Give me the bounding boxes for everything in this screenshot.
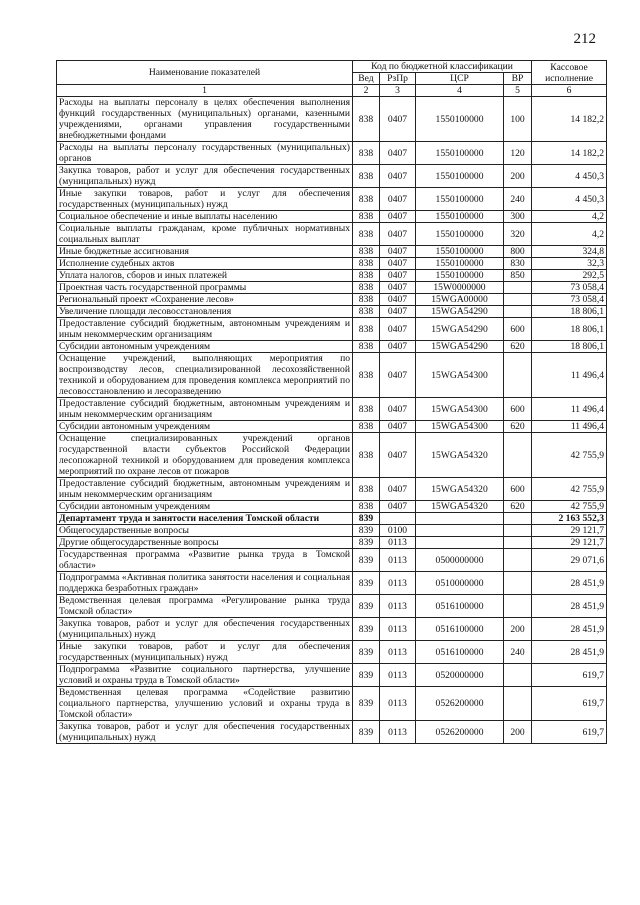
row-name: Предоставление субсидий бюджетным, автономным учреждениям и иным некоммерческим организациям: [57, 318, 353, 341]
row-amount: 11 496,4: [532, 421, 607, 433]
row-ved: 839: [353, 641, 380, 664]
row-ved: 838: [353, 282, 380, 294]
row-vr: [504, 294, 532, 306]
row-vr: 200: [504, 165, 532, 188]
row-rzpr: 0407: [380, 398, 416, 421]
table-row: [57, 572, 607, 595]
row-csr: 0516100000: [416, 595, 504, 618]
row-name: Оснащение специализированных учреждений органов государственной власти субъектов Российской Федерации лесопожарной техникой и оборудованием для проведения комплекса мероприятий по охране лесов от пожаров: [57, 433, 353, 478]
row-amount: 324,8: [532, 246, 607, 258]
row-ved: 839: [353, 687, 380, 721]
header-ved: Вед: [353, 73, 380, 85]
column-number: 1: [57, 85, 353, 97]
row-csr: 15WGA54290: [416, 306, 504, 318]
row-ved: 839: [353, 549, 380, 572]
row-name: Социальные выплаты гражданам, кроме публичных нормативных социальных выплат: [57, 223, 353, 246]
row-amount: 28 451,9: [532, 618, 607, 641]
header-csr: ЦСР: [416, 73, 504, 85]
row-vr: 830: [504, 258, 532, 270]
row-amount: 619,7: [532, 687, 607, 721]
row-vr: 120: [504, 142, 532, 165]
row-csr: [416, 525, 504, 537]
row-amount: 4,2: [532, 211, 607, 223]
row-amount: 292,5: [532, 270, 607, 282]
row-vr: 600: [504, 398, 532, 421]
row-csr: 1550100000: [416, 142, 504, 165]
row-vr: [504, 687, 532, 721]
row-ved: 839: [353, 537, 380, 549]
row-rzpr: 0407: [380, 282, 416, 294]
row-rzpr: 0113: [380, 537, 416, 549]
row-amount: 18 806,1: [532, 341, 607, 353]
header-name: Наименование показателей: [57, 61, 353, 85]
row-rzpr: 0113: [380, 618, 416, 641]
row-ved: 839: [353, 595, 380, 618]
row-csr: 15WGA54300: [416, 398, 504, 421]
row-ved: 838: [353, 341, 380, 353]
row-name: Увеличение площади лесовосстановления: [57, 306, 353, 318]
column-number: 2: [353, 85, 380, 97]
row-csr: 15WGA54290: [416, 341, 504, 353]
row-amount: 11 496,4: [532, 353, 607, 398]
row-name: Закупка товаров, работ и услуг для обеспечения государственных (муниципальных) нужд: [57, 721, 353, 744]
table-row: [57, 478, 607, 501]
row-csr: 1550100000: [416, 97, 504, 142]
row-csr: 1550100000: [416, 258, 504, 270]
row-ved: 838: [353, 398, 380, 421]
row-vr: 320: [504, 223, 532, 246]
row-ved: 838: [353, 294, 380, 306]
row-csr: 1550100000: [416, 246, 504, 258]
row-amount: 619,7: [532, 664, 607, 687]
row-csr: [416, 537, 504, 549]
row-amount: 4 450,3: [532, 188, 607, 211]
row-amount: 29 071,6: [532, 549, 607, 572]
row-amount: 619,7: [532, 721, 607, 744]
table-row: [57, 433, 607, 478]
row-csr: 15WGA54320: [416, 501, 504, 513]
row-rzpr: 0407: [380, 165, 416, 188]
table-row: [57, 270, 607, 282]
table-row: [57, 687, 607, 721]
row-vr: [504, 572, 532, 595]
row-ved: 838: [353, 188, 380, 211]
table-row: [57, 398, 607, 421]
row-vr: 620: [504, 421, 532, 433]
row-rzpr: 0407: [380, 211, 416, 223]
row-rzpr: 0407: [380, 478, 416, 501]
row-name: Субсидии автономным учреждениям: [57, 341, 353, 353]
table-row: [57, 306, 607, 318]
row-ved: 838: [353, 223, 380, 246]
row-name: Иные бюджетные ассигнования: [57, 246, 353, 258]
row-vr: 240: [504, 641, 532, 664]
row-vr: [504, 664, 532, 687]
row-amount: 29 121,7: [532, 525, 607, 537]
header-code-group: Код по бюджетной классификации: [353, 61, 532, 73]
row-vr: [504, 549, 532, 572]
table-row: [57, 97, 607, 142]
row-rzpr: 0407: [380, 270, 416, 282]
row-name: Подпрограмма «Активная политика занятости населения и социальная поддержка безработных граждан»: [57, 572, 353, 595]
row-vr: 620: [504, 501, 532, 513]
table-body: [57, 97, 607, 744]
row-csr: 15W0000000: [416, 282, 504, 294]
row-ved: 839: [353, 572, 380, 595]
row-vr: 200: [504, 721, 532, 744]
row-amount: 29 121,7: [532, 537, 607, 549]
row-ved: 838: [353, 246, 380, 258]
table-row: [57, 142, 607, 165]
row-rzpr: 0407: [380, 246, 416, 258]
row-amount: 73 058,4: [532, 282, 607, 294]
row-name: Закупка товаров, работ и услуг для обеспечения государственных (муниципальных) нужд: [57, 165, 353, 188]
table-row: [57, 641, 607, 664]
row-ved: 838: [353, 258, 380, 270]
row-ved: 839: [353, 664, 380, 687]
row-vr: 620: [504, 341, 532, 353]
row-name: Предоставление субсидий бюджетным, автономным учреждениям и иным некоммерческим организациям: [57, 478, 353, 501]
row-ved: 838: [353, 501, 380, 513]
table-row: [57, 595, 607, 618]
row-ved: 838: [353, 97, 380, 142]
column-number: 6: [532, 85, 607, 97]
row-name: Другие общегосударственные вопросы: [57, 537, 353, 549]
table-row: [57, 525, 607, 537]
header-amount: Кассовое исполнение: [532, 61, 607, 85]
table-row: [57, 664, 607, 687]
row-rzpr: 0407: [380, 306, 416, 318]
row-csr: 0510000000: [416, 572, 504, 595]
row-ved: 838: [353, 142, 380, 165]
row-name: Иные закупки товаров, работ и услуг для обеспечения государственных (муниципальных) нужд: [57, 188, 353, 211]
table-row: [57, 318, 607, 341]
row-amount: 4,2: [532, 223, 607, 246]
row-csr: 15WGA00000: [416, 294, 504, 306]
row-csr: 0520000000: [416, 664, 504, 687]
row-name: Общегосударственные вопросы: [57, 525, 353, 537]
header-rzpr: РзПр: [380, 73, 416, 85]
row-vr: [504, 513, 532, 525]
table-row: [57, 294, 607, 306]
table-row: [57, 618, 607, 641]
row-rzpr: 0113: [380, 549, 416, 572]
row-amount: 14 182,2: [532, 97, 607, 142]
row-rzpr: 0407: [380, 501, 416, 513]
row-ved: 838: [353, 421, 380, 433]
row-ved: 839: [353, 721, 380, 744]
row-vr: 300: [504, 211, 532, 223]
row-ved: 838: [353, 478, 380, 501]
row-ved: 838: [353, 306, 380, 318]
row-amount: 2 163 552,3: [532, 513, 607, 525]
table-row: [57, 513, 607, 525]
table-row: [57, 246, 607, 258]
row-name: Ведомственная целевая программа «Содействие развитию социального партнерства, улучшению условий и охраны труда в Томской области»: [57, 687, 353, 721]
row-name: Региональный проект «Сохранение лесов»: [57, 294, 353, 306]
row-rzpr: 0113: [380, 721, 416, 744]
row-vr: 800: [504, 246, 532, 258]
row-csr: 15WGA54300: [416, 353, 504, 398]
row-csr: 1550100000: [416, 211, 504, 223]
column-number: 5: [504, 85, 532, 97]
row-amount: 4 450,3: [532, 165, 607, 188]
table-row: [57, 165, 607, 188]
table-row: [57, 549, 607, 572]
table-row: [57, 211, 607, 223]
row-csr: 15WGA54320: [416, 478, 504, 501]
row-name: Проектная часть государственной программы: [57, 282, 353, 294]
row-name: Уплата налогов, сборов и иных платежей: [57, 270, 353, 282]
row-csr: 15WGA54300: [416, 421, 504, 433]
row-name: Предоставление субсидий бюджетным, автономным учреждениям и иным некоммерческим организациям: [57, 398, 353, 421]
row-rzpr: 0113: [380, 687, 416, 721]
row-rzpr: 0407: [380, 421, 416, 433]
row-vr: 240: [504, 188, 532, 211]
row-rzpr: 0100: [380, 525, 416, 537]
row-ved: 839: [353, 513, 380, 525]
row-amount: 28 451,9: [532, 641, 607, 664]
row-vr: 600: [504, 318, 532, 341]
row-name: Иные закупки товаров, работ и услуг для обеспечения государственных (муниципальных) нужд: [57, 641, 353, 664]
row-amount: 73 058,4: [532, 294, 607, 306]
row-amount: 28 451,9: [532, 572, 607, 595]
row-name: Оснащение учреждений, выполняющих мероприятия по воспроизводству лесов, специализированной лесохозяйственной техникой и оборудованием для проведения комплекса мероприятий по лесовосстановлению и лесоразведению: [57, 353, 353, 398]
row-vr: [504, 433, 532, 478]
row-csr: 0516100000: [416, 618, 504, 641]
row-csr: 1550100000: [416, 188, 504, 211]
row-amount: 32,3: [532, 258, 607, 270]
row-name: Субсидии автономным учреждениям: [57, 501, 353, 513]
row-name: Субсидии автономным учреждениям: [57, 421, 353, 433]
row-rzpr: 0407: [380, 318, 416, 341]
budget-execution-table: [56, 60, 607, 744]
row-vr: [504, 595, 532, 618]
row-csr: 0516100000: [416, 641, 504, 664]
row-rzpr: 0113: [380, 641, 416, 664]
row-rzpr: [380, 513, 416, 525]
table-row: [57, 501, 607, 513]
row-vr: 100: [504, 97, 532, 142]
row-amount: 28 451,9: [532, 595, 607, 618]
row-amount: 42 755,9: [532, 478, 607, 501]
row-vr: 850: [504, 270, 532, 282]
row-rzpr: 0113: [380, 595, 416, 618]
row-rzpr: 0407: [380, 258, 416, 270]
row-name: Департамент труда и занятости населения Томской области: [57, 513, 353, 525]
row-name: Подпрограмма «Развитие социального партнерства, улучшение условий и охраны труда в Томской области»: [57, 664, 353, 687]
row-rzpr: 0407: [380, 223, 416, 246]
row-name: Социальное обеспечение и иные выплаты населению: [57, 211, 353, 223]
column-number: 3: [380, 85, 416, 97]
row-vr: [504, 353, 532, 398]
row-csr: 1550100000: [416, 223, 504, 246]
page-number: 212: [573, 31, 596, 47]
row-ved: 838: [353, 165, 380, 188]
header-column-numbers: [57, 85, 607, 97]
row-amount: 18 806,1: [532, 318, 607, 341]
row-rzpr: 0113: [380, 572, 416, 595]
table-row: [57, 282, 607, 294]
row-csr: 15WGA54320: [416, 433, 504, 478]
row-rzpr: 0407: [380, 188, 416, 211]
table-row: [57, 341, 607, 353]
row-vr: [504, 537, 532, 549]
row-amount: 14 182,2: [532, 142, 607, 165]
table-row: [57, 721, 607, 744]
row-ved: 838: [353, 270, 380, 282]
row-name: Расходы на выплаты персоналу государственных (муниципальных) органов: [57, 142, 353, 165]
row-ved: 839: [353, 525, 380, 537]
row-rzpr: 0407: [380, 294, 416, 306]
table-row: [57, 223, 607, 246]
row-rzpr: 0113: [380, 664, 416, 687]
row-name: Расходы на выплаты персоналу в целях обеспечения выполнения функций государственных (муниципальных) органами, казенными учреждениями, органами управления государственными внебюджетными фондами: [57, 97, 353, 142]
row-ved: 838: [353, 318, 380, 341]
table-row: [57, 353, 607, 398]
row-vr: [504, 282, 532, 294]
row-vr: [504, 306, 532, 318]
row-csr: 1550100000: [416, 165, 504, 188]
row-name: Закупка товаров, работ и услуг для обеспечения государственных (муниципальных) нужд: [57, 618, 353, 641]
row-amount: 18 806,1: [532, 306, 607, 318]
row-vr: 200: [504, 618, 532, 641]
row-csr: 0526200000: [416, 687, 504, 721]
row-amount: 42 755,9: [532, 433, 607, 478]
row-csr: 1550100000: [416, 270, 504, 282]
table-row: [57, 258, 607, 270]
row-name: Государственная программа «Развитие рынка труда в Томской области»: [57, 549, 353, 572]
column-number: 4: [416, 85, 504, 97]
table-row: [57, 188, 607, 211]
row-rzpr: 0407: [380, 433, 416, 478]
row-amount: 11 496,4: [532, 398, 607, 421]
row-vr: 600: [504, 478, 532, 501]
row-rzpr: 0407: [380, 353, 416, 398]
header-vr: ВР: [504, 73, 532, 85]
row-name: Ведомственная целевая программа «Регулирование рынка труда Томской области»: [57, 595, 353, 618]
row-ved: 838: [353, 211, 380, 223]
row-csr: 15WGA54290: [416, 318, 504, 341]
row-rzpr: 0407: [380, 142, 416, 165]
row-ved: 838: [353, 433, 380, 478]
row-csr: 0526200000: [416, 721, 504, 744]
row-csr: 0500000000: [416, 549, 504, 572]
row-ved: 838: [353, 353, 380, 398]
row-csr: [416, 513, 504, 525]
row-ved: 839: [353, 618, 380, 641]
table-row: [57, 421, 607, 433]
row-name: Исполнение судебных актов: [57, 258, 353, 270]
row-vr: [504, 525, 532, 537]
table-row: [57, 537, 607, 549]
row-rzpr: 0407: [380, 97, 416, 142]
row-amount: 42 755,9: [532, 501, 607, 513]
row-rzpr: 0407: [380, 341, 416, 353]
